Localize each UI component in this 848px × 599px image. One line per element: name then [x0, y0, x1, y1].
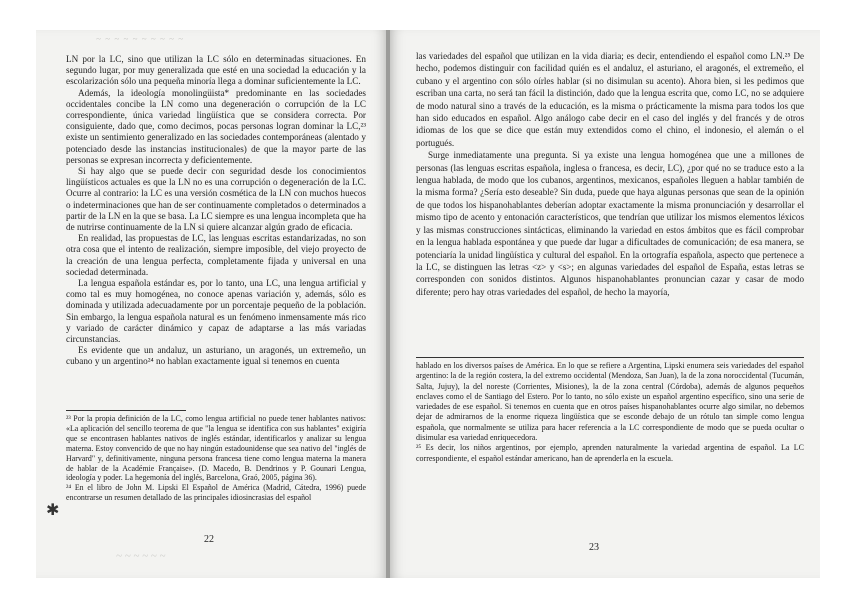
right-footnotes: [416, 361, 804, 464]
page-number: 22: [204, 534, 214, 545]
right-page: [390, 30, 820, 578]
paragraph: las variedades del español que utilizan en la vida diaria; es decir, entendiendo el español como LN.²⁵ De hecho, podemos distinguir con facilidad quién es el andaluz, el asturiano, el aragonés, el extremeño, el cubano y el argentino con sólo oírles hablar (si no disimulan su acento). Ahora bien, si les pedimos que escriban una carta, no será tan fácil la distinción, dado que la lengua escrita que, como LC, no se adquiere de modo natural sino a través de la educación, es la misma o prácticamente la misma para todos los que han sido educados en español. Algo análogo cabe decir en el caso del inglés y del francés y de otros idiomas de los que se dice que están muy extendidos como el chino, el indonesio, el alemán o el portugués.: [416, 51, 804, 148]
footnote-divider: [416, 357, 804, 358]
footnote: hablado en los diversos países de América. En lo que se refiere a Argentina, Lipski enumera seis variedades del español argentino: la de la región costera, la del extremo occidental (Mendoza, San Juan), la de la zona noroccidental (Tucumán, Salta, Jujuy), la del noreste (Corrientes, Misiones), la de la zona central (Córdoba), además de algunos pequeños enclaves como el de Santiago del Estero. Por lo tanto, no sólo existe un español argentino específico, sino una serie de variedades de ese español. Si tenemos en cuenta que en otros países hispanohablantes ocurre algo similar, no debemos dejar de admirarnos de la enorme riqueza lingüística que se esconde debajo de un rótulo tan simple como lengua española, que normalmente se utiliza para hacer referencia a la LC correspondiente de modo que se pueda ocultar o disimular esa variedad enriquecedora.: [416, 361, 804, 443]
paragraph: Es evidente que un andaluz, un asturiano, un aragonés, un extremeño, un cubano y un argentino²⁴ no hablan exactamente igual si tenemos en cuenta: [66, 345, 366, 367]
paragraph: LN por la LC, sino que utilizan la LC sólo en determinadas situaciones. En segundo lugar, por muy generalizada que esté en una sociedad la educación y la escolarización sólo una pequeña minoría llega a dominar suficientemente la LC.: [66, 54, 366, 87]
handwritten-asterisk-icon: ✱: [46, 500, 60, 519]
paragraph: Además, la ideología monolingüista* predominante en las sociedades occidentales concibe la LN como una degeneración o corrupción de la LC correspondiente, única variedad lingüística que se considera correcta. Por consiguiente, dado que, como decimos, pocas personas logran dominar la LC,²³ existe un sentimiento generalizado en las sociedades contemporáneas (alentado y potenciado desde las instancias institucionales) de que la mayor parte de las personas se expresan incorrecta y deficientemente.: [66, 87, 366, 165]
paragraph: La lengua española estándar es, por lo tanto, una LC, una lengua artificial y como tal es muy homogénea, no conoce apenas variación y, además, sólo es dominada y utilizada adecuadamente por un porcentaje pequeño de la población. Sin embargo, la lengua española natural es un fenómeno inmensamente más rico y variado de carácter dinámico y capaz de adaptarse a las más variadas circunstancias.: [66, 278, 366, 345]
footnote: ²⁵ Es decir, los niños argentinos, por ejemplo, aprenden naturalmente la variedad argentina de español. La LC correspondiente, el español estándar americano, han de aprenderla en la escuela.: [416, 443, 804, 463]
footnote: ²⁴ En el libro de John M. Lipski El Español de América (Madrid, Cátedra, 1996) puede encontrarse un resumen detallado de las principales idiosincrasias del español: [66, 483, 366, 503]
bleed-through-text: ~ ~ ~ ~ ~ ~: [116, 550, 166, 562]
left-page: [36, 30, 387, 578]
paragraph: Surge inmediatamente una pregunta. Si ya existe una lengua homogénea que une a millones de personas (las lenguas escritas española, inglesa o francesa, es decir, LC), ¿por qué no se traduce esto a la lengua hablada, de modo que los cubanos, argentinos, mexicanos, españoles lleguen a hablar también de la misma forma? ¿Sería esto deseable? Sin duda, puede que haya algunas personas que sean de la opinión de que todos los hispanohablantes deberían adoptar exactamente la misma pronunciación y desarrollar el mismo tipo de acento y entonación característicos, que tendrían que utilizar los mismos elementos léxicos y las mismas construcciones sintácticas, eliminando la variedad en estos ámbitos que es fácil comprobar en la lengua hablada espontánea y que puede dar lugar a dificultades de comunicación; de esa manera, se potenciaría la unidad lingüística y cultural del español. En la ortografía española, aspecto que pertenece a la LC, se distinguen las letras <z> y <s>; en algunas variedades del español de España, estas letras se corresponden con sonidos distintos. Algunos hispanohablantes pronuncian cazar y casar de modo diferente; pero hay otras variedades del español, de hecho la mayoría,: [416, 150, 804, 297]
right-body: [416, 50, 804, 298]
paragraph: Si hay algo que se puede decir con seguridad desde los conocimientos lingüísticos actuales es que la LN no es una corrupción o degeneración de la LC. Ocurre al contrario: la LC es una versión cosmética de la LN con muchos huecos o indeterminaciones que han de ser continuamente completados o determinados a partir de la LN en la que se basa. La LC siempre es una lengua incompleta que ha de nutrirse continuamente de la LN si quiere alcanzar algún grado de eficacia.: [66, 166, 367, 233]
footnote-divider: [66, 410, 186, 411]
page-number: 23: [589, 542, 599, 553]
left-footnotes: [66, 414, 366, 503]
footnote: ²³ Por la propia definición de la LC, como lengua artificial no puede tener hablantes nativos: «La aplicación del sencillo teorema de que "la lengua se identifica con sus hablantes" exigiría que se encontrasen hablantes nativos de inglés estándar, identificarlos y analizar su lengua materna. Estoy convencido de que no hay ningún estadounidense que sea nativo del "inglés de Harvard" y, definitivamente, ninguna persona francesa tiene como lengua materna la manera de hablar de la Académie Française». (D. Macedo, B. Dendrinos y P. Gounari Lengua, ideología y poder. La hegemonía del inglés, Barcelona, Graó, 2005, página 36).: [66, 414, 366, 483]
bleed-through-text: ~ ~ ~ ~ ~ ~ ~ ~ ~ ~: [96, 34, 184, 44]
paragraph: En realidad, las propuestas de LC, las lenguas escritas estandarizadas, no son otra cosa que el intento de realización, siempre imposible, del viejo proyecto de la creación de una lengua perfecta, completamente fijada y universal en una sociedad determinada.: [66, 233, 366, 277]
left-body: [66, 54, 366, 368]
